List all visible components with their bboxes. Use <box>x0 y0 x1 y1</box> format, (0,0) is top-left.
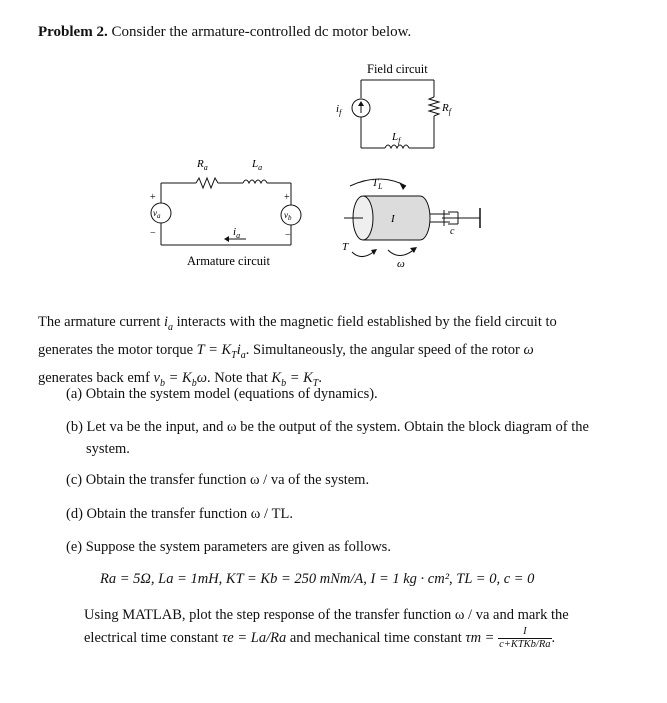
armature-inductor <box>243 180 267 183</box>
armature-circuit-label: Armature circuit <box>187 254 270 268</box>
torque-label: T <box>342 241 349 253</box>
matlab-instruction <box>84 604 624 651</box>
item-d: (d) Obtain the transfer function ω / TL. <box>66 506 293 522</box>
matlab-line-1: Using MATLAB, plot the step response of the transfer function ω / va and mark the <box>84 607 569 623</box>
matlab-line-2: electrical time constant τe = La/Ra and mechanical time constant τm = $\frac{I}{\text{c+KTKb/Ra}}$ . <box>84 626 556 650</box>
va-plus: + <box>150 192 156 203</box>
paragraph-line-3: generates back emf $v_b = K_b\omega$. Note that $K_b = K_T$. <box>38 369 322 389</box>
vb-plus: + <box>284 192 290 203</box>
parameter-equation: Ra = 5Ω, La = 1mH, KT = Kb = 250 mNm/A, I = 1 kg · cm², TL = 0, c = 0 <box>100 571 535 587</box>
paragraph-line-2: generates the motor torque $T = K_Ti_a$. Simultaneously, the angular speed of the rotor ω <box>38 341 534 361</box>
motor-diagram <box>0 0 667 300</box>
item-c: (c) Obtain the transfer function ω / va of the system. <box>66 472 370 488</box>
armature-resistor <box>196 178 218 188</box>
item-b: (b) Let va be the input, and ω be the output of the system. Obtain the block diagram of the system. <box>66 419 589 457</box>
la-label: $L_a$ <box>252 158 263 172</box>
vb-label: $v_b$ <box>284 210 292 222</box>
omega-label: ω <box>397 258 405 270</box>
vb-minus: − <box>285 230 291 241</box>
lf-label: $L_f$ <box>392 131 401 145</box>
ia-label: $i_a$ <box>233 226 241 240</box>
ra-label: $R_a$ <box>197 158 208 172</box>
tau-m-fraction: $\frac{I}{\text{c+KTKb/Ra}}$ <box>499 626 551 650</box>
inertia-label: I <box>391 213 395 225</box>
damping-label: c <box>450 226 455 237</box>
if-label: $i_f$ <box>336 103 342 117</box>
va-label: $v_a$ <box>153 208 161 220</box>
tl-label: $T_L$ <box>372 177 383 191</box>
field-inductor <box>385 145 409 148</box>
field-circuit-label: Field circuit <box>367 62 428 76</box>
va-minus: − <box>150 228 156 239</box>
item-e: (e) Suppose the system parameters are given as follows. <box>66 539 391 555</box>
rf-label: $R_f$ <box>442 102 451 116</box>
field-resistor <box>429 97 439 116</box>
problem-label: Problem 2. <box>38 24 108 40</box>
item-a: (a) Obtain the system model (equations of dynamics). <box>66 386 378 402</box>
paragraph-line-1: The armature current $i_a$ interacts with the magnetic field established by the field circuit to <box>38 314 557 333</box>
problem-intro: Consider the armature-controlled dc motor below. <box>111 24 412 40</box>
